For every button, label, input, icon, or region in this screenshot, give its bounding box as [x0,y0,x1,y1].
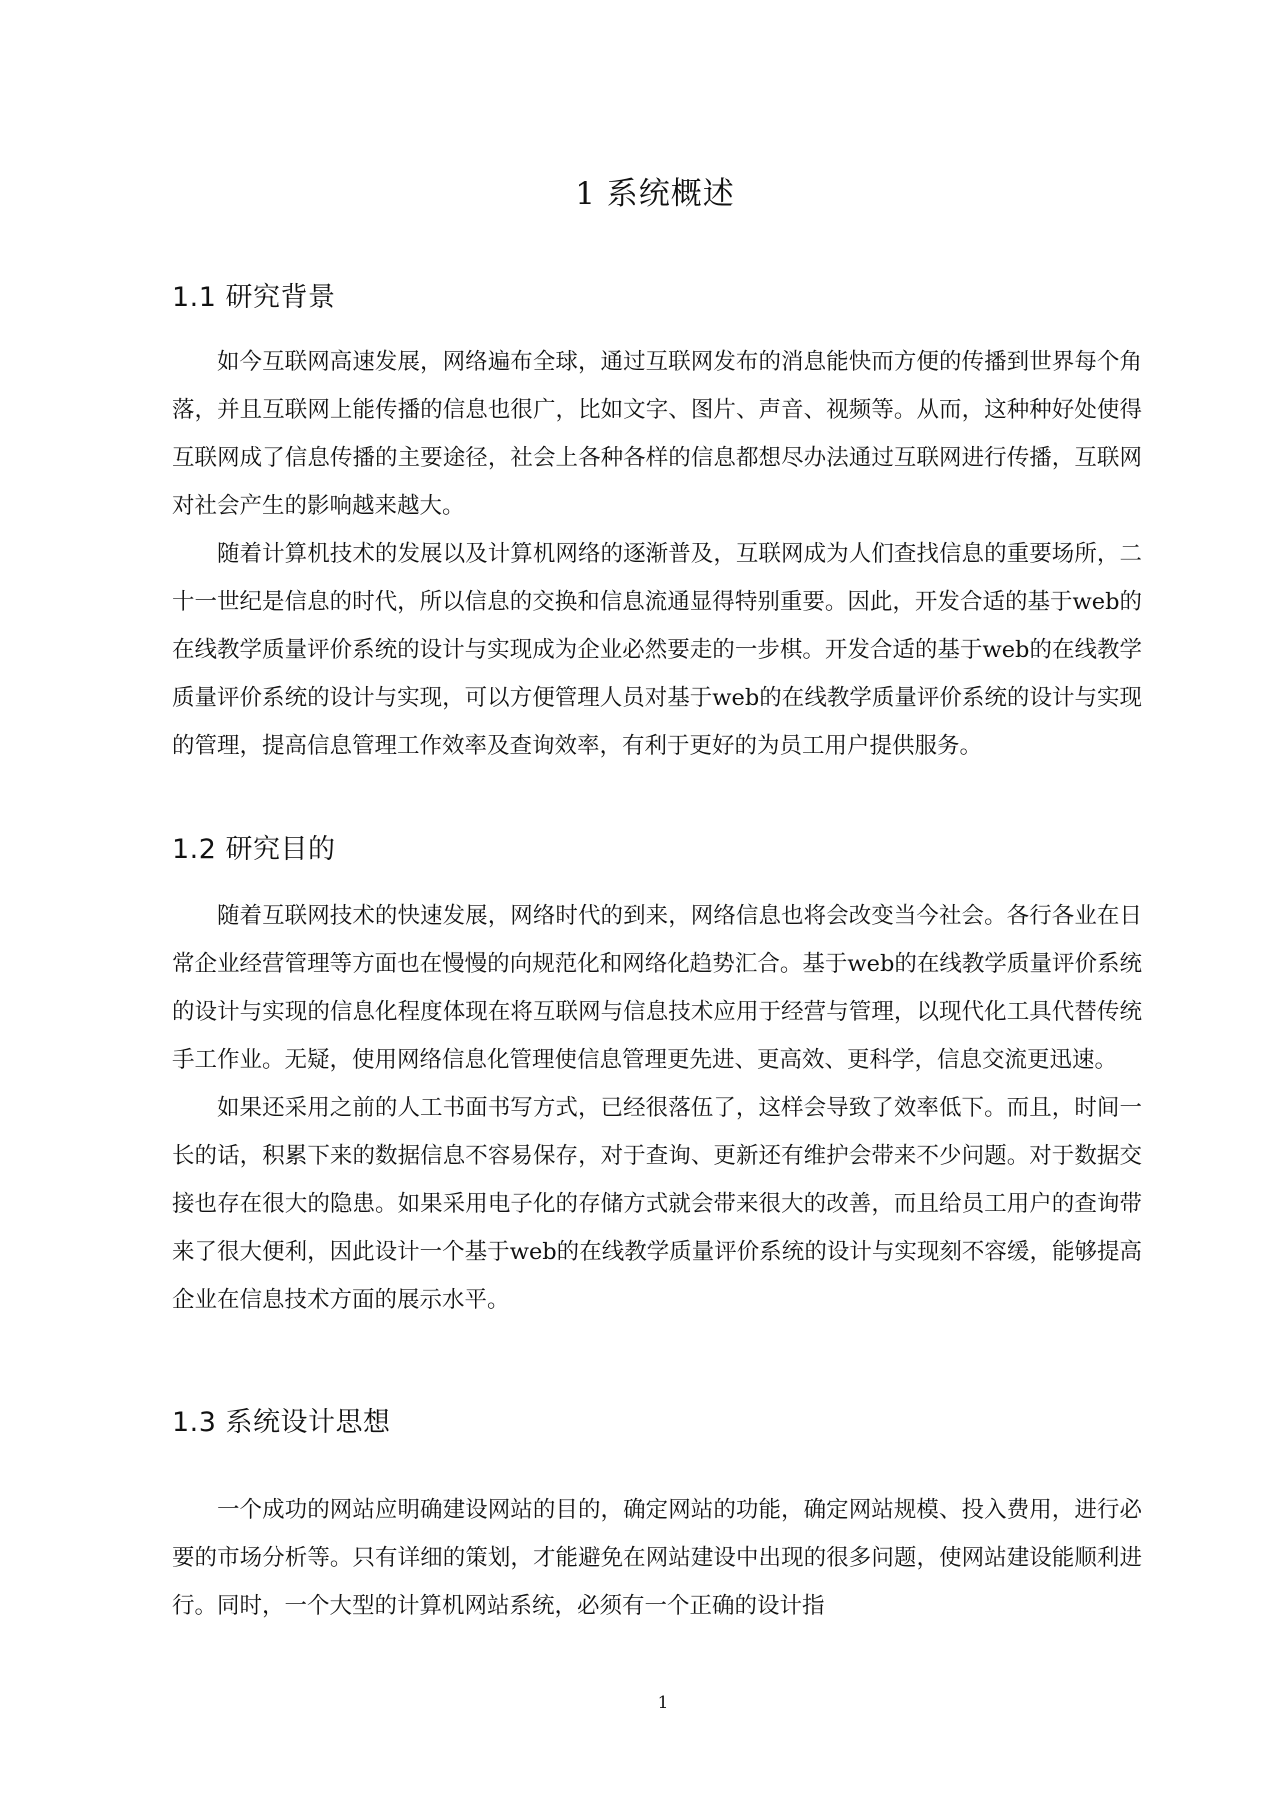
section-heading-1-3: 1.3 系统设计思想 [172,1407,391,1438]
section-1-2-body [172,892,1142,1324]
chapter-title: 1 系统概述 [575,176,735,212]
paragraph: 随着互联网技术的快速发展，网络时代的到来，网络信息也将会改变当今社会。各行各业在日常企业经营管理等方面也在慢慢的向规范化和网络化趋势汇合。基于web的在线教学质量评价系统的设计与实现的信息化程度体现在将互联网与信息技术应用于经营与管理，以现代化工具代替传统手工作业。无疑，使用网络信息化管理使信息管理更先进、更高效、更科学，信息交流更迅速。 [172,903,1142,1073]
section-heading-1-2: 1.2 研究目的 [172,834,336,865]
paragraph: 一个成功的网站应明确建设网站的目的，确定网站的功能，确定网站规模、投入费用，进行必要的市场分析等。只有详细的策划，才能避免在网站建设中出现的很多问题，使网站建设能顺利进行。同时，一个大型的计算机网站系统，必须有一个正确的设计指 [172,1497,1142,1619]
paragraph: 如果还采用之前的人工书面书写方式，已经很落伍了，这样会导致了效率低下。而且，时间一长的话，积累下来的数据信息不容易保存，对于查询、更新还有维护会带来不少问题。对于数据交接也存在很大的隐患。如果采用电子化的存储方式就会带来很大的改善，而且给员工用户的查询带来了很大便利，因此设计一个基于web的在线教学质量评价系统的设计与实现刻不容缓，能够提高企业在信息技术方面的展示水平。 [172,1095,1142,1313]
section-1-3-body [172,1486,1142,1630]
paragraph: 如今互联网高速发展，网络遍布全球，通过互联网发布的消息能快而方便的传播到世界每个角落，并且互联网上能传播的信息也很广，比如文字、图片、声音、视频等。从而，这种种好处使得互联网成了信息传播的主要途径，社会上各种各样的信息都想尽办法通过互联网进行传播，互联网对社会产生的影响越来越大。 [172,349,1142,519]
section-1-1-body [172,338,1142,770]
paragraph: 随着计算机技术的发展以及计算机网络的逐渐普及，互联网成为人们查找信息的重要场所，二十一世纪是信息的时代，所以信息的交换和信息流通显得特别重要。因此，开发合适的基于web的在线教学质量评价系统的设计与实现成为企业必然要走的一步棋。开发合适的基于web的在线教学质量评价系统的设计与实现，可以方便管理人员对基于web的在线教学质量评价系统的设计与实现的管理，提高信息管理工作效率及查询效率，有利于更好的为员工用户提供服务。 [172,541,1142,759]
section-heading-1-1: 1.1 研究背景 [172,282,336,313]
page-number: 1 [657,1693,669,1713]
